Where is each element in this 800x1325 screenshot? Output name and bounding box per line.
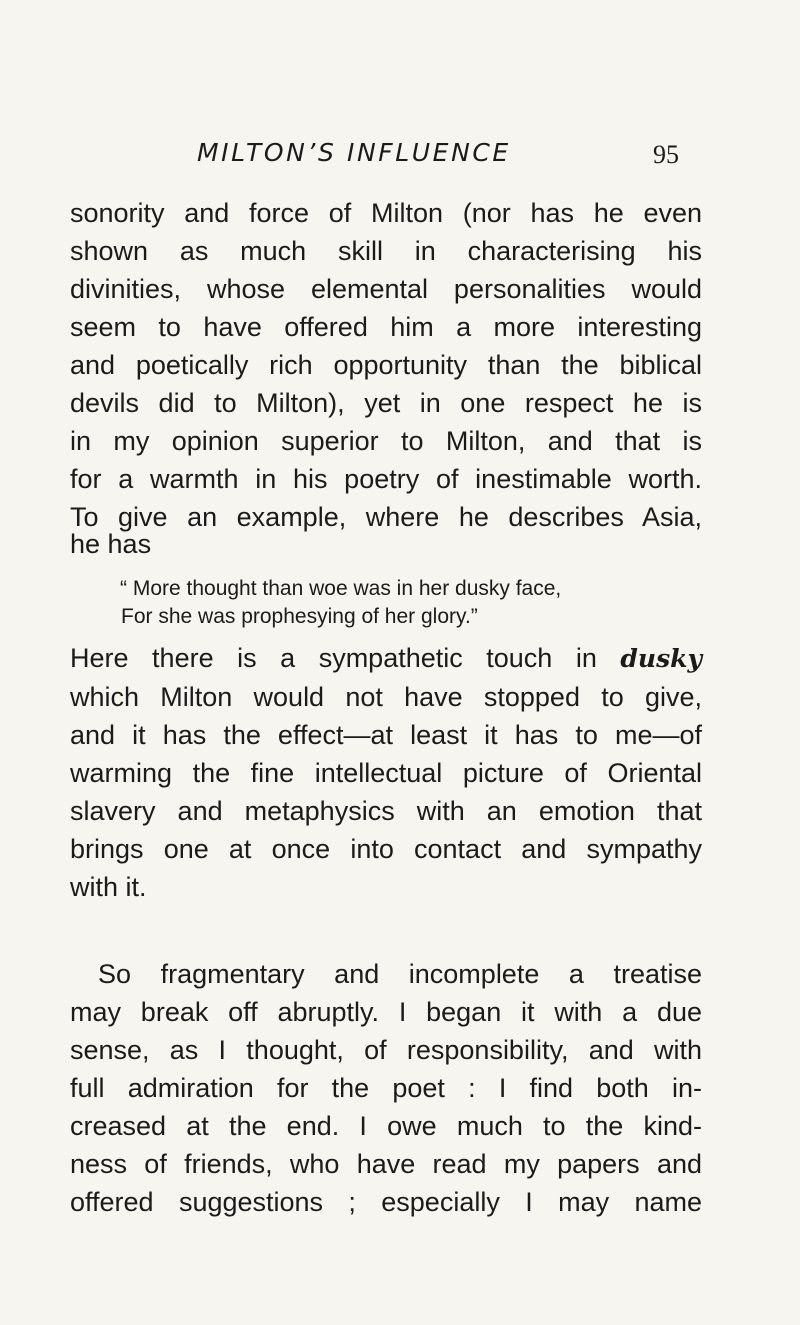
paragraph-2-line-1: [70, 641, 702, 676]
paragraph-1-line-1: sonority and force of Milton (nor has he even: [70, 198, 702, 228]
paragraph-2-line-6: brings one at once into contact and sympathy: [70, 834, 702, 864]
paragraph-1-line-2: shown as much skill in characterising his: [70, 236, 702, 266]
paragraph-2-line-3: and it has the effect—at least it has to me—of: [70, 720, 702, 750]
paragraph-2-line-4: warming the fine intellectual picture of Oriental: [70, 758, 702, 788]
paragraph-3-line-1: So fragmentary and incomplete a treatise: [98, 959, 702, 989]
paragraph-3-line-3: sense, as I thought, of responsibility, and with: [70, 1035, 702, 1065]
emphasized-word: dusky: [620, 644, 702, 673]
paragraph-1-line-4: seem to have offered him a more interesting: [70, 312, 702, 342]
paragraph-3-line-4: full admiration for the poet : I find both in-: [70, 1073, 702, 1103]
paragraph-1-line-10: he has: [70, 529, 152, 559]
page-number: 95: [653, 140, 679, 169]
paragraph-2-line-5: slavery and metaphysics with an emotion that: [70, 796, 702, 826]
paragraph-1-line-5: and poetically rich opportunity than the biblical: [70, 350, 702, 380]
paragraph-1-line-6: devils did to Milton), yet in one respect he is: [70, 388, 702, 418]
paragraph-1-line-7: in my opinion superior to Milton, and that is: [70, 426, 702, 456]
paragraph-3-line-5: creased at the end. I owe much to the kind-: [70, 1111, 702, 1141]
paragraph-1-line-8: for a warmth in his poetry of inestimable worth.: [70, 464, 702, 494]
paragraph-3-line-2: may break off abruptly. I began it with a due: [70, 997, 702, 1027]
paragraph-3-line-6: ness of friends, who have read my papers and: [70, 1149, 702, 1179]
paragraph-3-line-7: offered suggestions ; especially I may name: [70, 1187, 702, 1217]
paragraph-1-line-9: To give an example, where he describes Asia,: [70, 502, 702, 532]
paragraph-2-line-7: with it.: [70, 872, 147, 902]
running-head: MILTON’S INFLUENCE: [197, 138, 511, 167]
quotation-line-1: “ More thought than woe was in her dusky face,: [120, 577, 562, 600]
quotation-line-2: For she was prophesying of her glory.”: [121, 605, 478, 628]
paragraph-2-line-1-text: Here there is a sympathetic touch in: [70, 643, 621, 673]
paragraph-1-line-3: divinities, whose elemental personalities would: [70, 274, 702, 304]
paragraph-2-line-2: which Milton would not have stopped to give,: [70, 682, 702, 712]
